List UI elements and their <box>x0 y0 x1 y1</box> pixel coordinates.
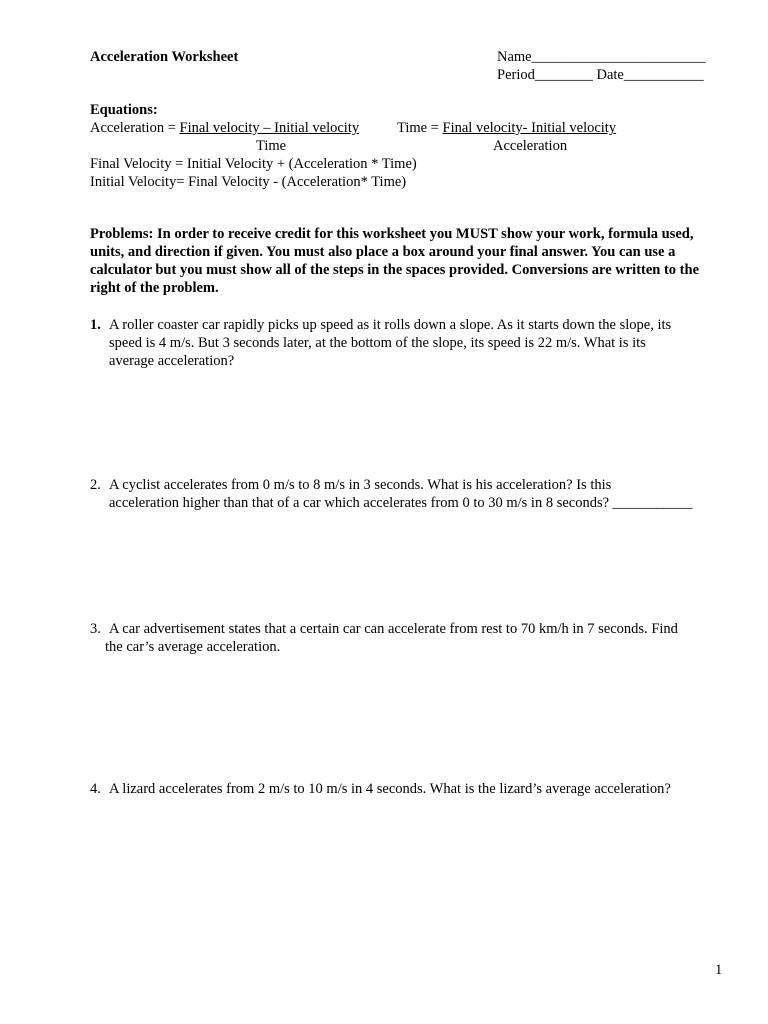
problem-4 <box>90 780 730 798</box>
final-velocity-equation: Final Velocity = Initial Velocity + (Acceleration * Time) <box>90 156 417 172</box>
problem-1-line-2: speed is 4 m/s. But 3 seconds later, at the bottom of the slope, its speed is 22 m/s. What is its <box>109 335 646 351</box>
problem-4-line-1: A lizard accelerates from 2 m/s to 10 m/s in 4 seconds. What is the lizard’s average acceleration? <box>109 781 671 797</box>
problem-2-line-1: A cyclist accelerates from 0 m/s to 8 m/s in 3 seconds. What is his acceleration? Is this <box>109 477 612 493</box>
name-field-line: Name________________________ <box>497 49 706 65</box>
problem-4-number: 4. <box>90 781 101 797</box>
time-equation <box>397 119 616 137</box>
problem-3-number: 3. <box>90 621 101 637</box>
acceleration-equation-numerator: Final velocity – Initial velocity <box>179 120 360 136</box>
problem-1 <box>90 316 730 370</box>
page-number: 1 <box>715 962 723 978</box>
problems-instructions: Problems: In order to receive credit for this worksheet you MUST show your work, formula used, units, and direction if given. You must also place a box around your final answer. You can use a calculator but you must show all of the steps in the spaces provided. Conversions are written to the right of the problem. <box>90 226 700 296</box>
problem-2-line-2: acceleration higher than that of a car which accelerates from 0 to 30 m/s in 8 seconds? ___________ <box>109 495 693 511</box>
problem-1-number: 1. <box>90 317 101 333</box>
problem-1-line-1: A roller coaster car rapidly picks up speed as it rolls down a slope. As it starts down the slope, its <box>109 317 672 333</box>
problem-3-line-2: the car’s average acceleration. <box>105 639 281 655</box>
worksheet-title: Acceleration Worksheet <box>90 49 239 65</box>
problem-3-line-1: A car advertisement states that a certain car can accelerate from rest to 70 km/h in 7 seconds. Find <box>109 621 678 637</box>
equations-heading: Equations: <box>90 102 158 118</box>
problem-2-number: 2. <box>90 477 101 493</box>
acceleration-equation-denominator: Time <box>256 138 287 154</box>
problem-2 <box>90 476 730 512</box>
acceleration-equation-prefix: Acceleration = <box>90 120 180 136</box>
acceleration-equation <box>90 119 359 137</box>
period-date-field-line: Period________ Date___________ <box>497 67 704 83</box>
problem-1-line-3: average acceleration? <box>109 353 235 369</box>
time-equation-denominator: Acceleration <box>493 138 568 154</box>
initial-velocity-equation: Initial Velocity= Final Velocity - (Acceleration* Time) <box>90 174 407 190</box>
time-equation-numerator: Final velocity- Initial velocity <box>442 120 617 136</box>
time-equation-prefix: Time = <box>397 120 443 136</box>
problem-3 <box>90 620 730 656</box>
